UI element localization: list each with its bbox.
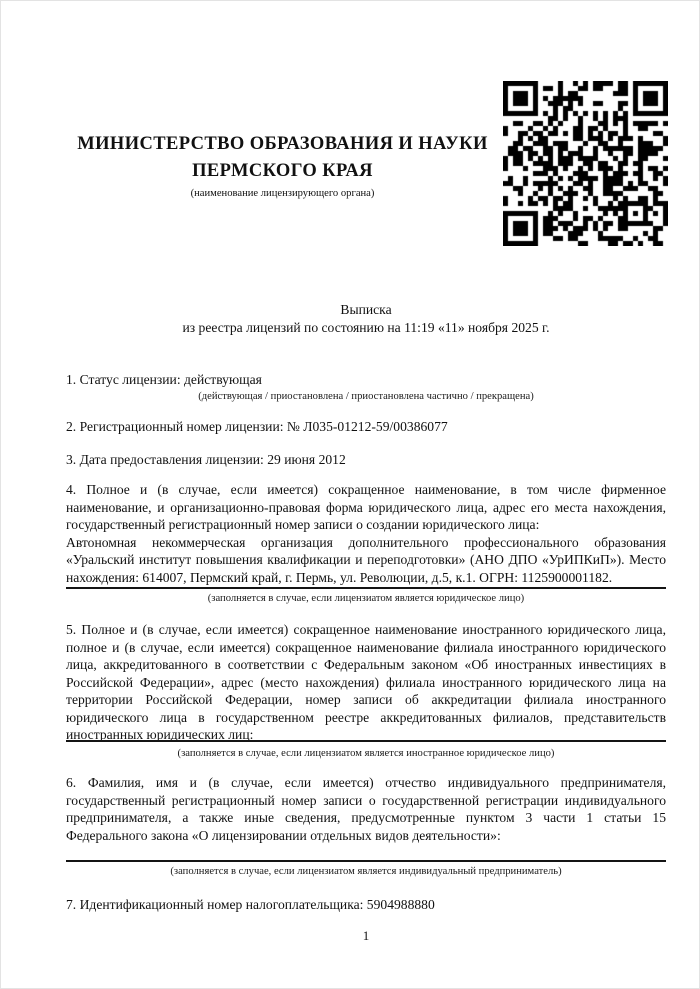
legal-entity-fill-line [66, 587, 666, 589]
foreign-entity-section: 5. Полное и (в случае, если имеется) сокращенное наименование иностранного юридического лица, полное и (в случае, если имеется) сокращенное наименование филиала иностранного юридического лица, аккредитованного в соответствии с Федеральным законом «Об иностранных инвестициях в Российской Федерации», адрес (место нахождения) филиала иностранного юридического лица на территории Российской Федерации, номер записи об аккредитации филиала иностранного юридического лица в государственном реестре аккредитованных филиалов, представительств иностранных юридических лиц: [66, 622, 666, 742]
individual-entrepreneur-fill-line [66, 860, 666, 862]
taxpayer-id-line: 7. Идентификационный номер налогоплательщика: 5904988880 [66, 897, 435, 912]
qr-code-icon [503, 81, 668, 246]
legal-entity-label: 4. Полное и (в случае, если имеется) сокращенное наименование, в том числе фирменное наименование, и организационно-правовая форма юридического лица, адрес его места нахождения, государственный регистрационный номер записи о создании юридического лица: [66, 482, 666, 532]
document-title-line1: Выписка [340, 302, 392, 317]
foreign-entity-caption: (заполняется в случае, если лицензиатом является иностранное юридическое лицо) [177, 748, 555, 759]
license-status-line: 1. Статус лицензии: действующая [66, 372, 262, 387]
license-status-caption: (действующая / приостановлена / приостановлена частично / прекращена) [198, 391, 534, 402]
legal-entity-value: Автономная некоммерческая организация дополнительного профессионального образования «Уральский институт повышения квалификации и переподготовки» (АНО ДПО «УрИПКиП»). Место нахождения: 614007, Пермский край, г. Пермь, ул. Революции, д.5, к.1. ОГРН: 1125900001182. [66, 534, 666, 585]
ministry-name-caption: (наименование лицензирующего органа) [190, 188, 375, 199]
document-title [66, 301, 666, 337]
registration-number-line: 2. Регистрационный номер лицензии: № Л035-01212-59/00386077 [66, 419, 448, 434]
legal-entity-caption: (заполняется в случае, если лицензиатом является юридическое лицо) [207, 593, 525, 604]
ministry-name-line1: МИНИСТЕРСТВО ОБРАЗОВАНИЯ И НАУКИ [77, 134, 488, 154]
ministry-name-line2: ПЕРМСКОГО КРАЯ [192, 160, 373, 181]
individual-entrepreneur-section: 6. Фамилия, имя и (в случае, если имеется) отчество индивидуального предпринимателя, государственный регистрационный номер записи о государственной регистрации индивидуального предпринимателя, а также иные сведения, предусмотренные пунктом 3 части 1 статьи 15 Федерального закона «О лицензировании отдельных видов деятельности»: [66, 775, 666, 843]
legal-entity-section [66, 481, 666, 586]
page-number: 1 [362, 928, 370, 943]
document-title-line2: из реестра лицензий по состоянию на 11:19 «11» ноября 2025 г. [182, 320, 550, 335]
license-grant-date-line: 3. Дата предоставления лицензии: 29 июня 2012 [66, 452, 346, 467]
licensing-authority-header [0, 131, 565, 200]
individual-entrepreneur-caption: (заполняется в случае, если лицензиатом является индивидуальный предприниматель) [170, 866, 562, 877]
foreign-entity-fill-line [66, 740, 666, 742]
